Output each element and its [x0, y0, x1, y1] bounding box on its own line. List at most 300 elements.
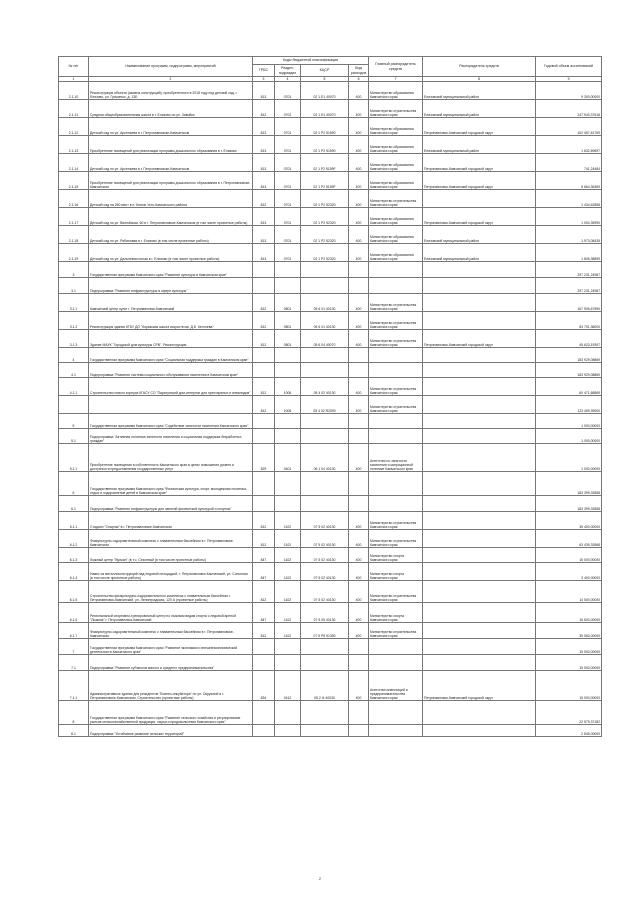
row-amount-cell: 297 231,24987 [536, 262, 602, 278]
row-rzpr-cell: 0701 [275, 226, 301, 244]
row-kcsr-cell: 02 1 P2 52320 [301, 226, 349, 244]
row-kcsr-cell: 02 1 P2 52320 [301, 244, 349, 262]
row-admin-cell: Министерство образования Камчатского края [369, 208, 423, 226]
row-amount-cell: 9 300,00000 [536, 82, 602, 100]
row-vr-cell: 400 [349, 396, 369, 414]
row-admin-cell: Министерство образования Камчатского края [369, 136, 423, 154]
row-rzpr-cell [275, 725, 301, 737]
row-num-cell: 2.1.13 [59, 136, 89, 154]
row-num-cell: 2.1.12 [59, 118, 89, 136]
row-num-cell: 3.1.3 [59, 330, 89, 348]
row-grbs-cell: 829 [253, 444, 275, 472]
row-name-cell: Государственная программа Камчатского края "Социальная поддержка граждан в Камчатском крае" [89, 348, 253, 363]
row-rzpr-cell: 0702 [275, 100, 301, 118]
row-name-cell: Приобретение помещений для реализации программ дошкольного образования в г. Петропавловске-Камчатском [89, 172, 253, 190]
row-amount-cell: 1 632,69697 [536, 136, 602, 154]
row-admin-cell: Министерство строительства Камчатского края [369, 378, 423, 396]
table-row [59, 312, 602, 330]
row-recipient-cell [423, 396, 536, 414]
table-row [59, 226, 602, 244]
table-body [59, 82, 602, 737]
row-grbs-cell: 812 [253, 312, 275, 330]
row-num-cell: 4.1.1 [59, 378, 89, 396]
row-kcsr-cell: 02 1 P2 5159F [301, 172, 349, 190]
row-recipient-cell [423, 278, 536, 294]
row-admin-cell: Министерство строительства Камчатского края [369, 190, 423, 208]
row-admin-cell: Агентство инвестиций и предпринимательства Камчатского края [369, 671, 423, 701]
row-num-cell: 8 [59, 701, 89, 725]
row-name-cell: Подпрограмма "Устойчивое развитие сельских территорий" [89, 725, 253, 737]
table-row [59, 82, 602, 100]
table-row [59, 330, 602, 348]
row-num-cell: 3 [59, 262, 89, 278]
table-row [59, 639, 602, 655]
row-vr-cell [349, 429, 369, 444]
col-number: 9 [536, 77, 602, 82]
row-grbs-cell: 812 [253, 330, 275, 348]
row-kcsr-cell: 05 6 04 40070 [301, 330, 349, 348]
row-vr-cell: 400 [349, 118, 369, 136]
row-recipient-cell [423, 312, 536, 330]
row-num-cell: 3.1.1 [59, 294, 89, 312]
row-name-cell: Государственная программа Камчатского края "Развитие сельского хозяйства и регулирование рынков сельскохозяйственной продукции, сырья и продовольствия Камчатского края" [89, 701, 253, 725]
table-row [59, 363, 602, 378]
row-rzpr-cell: 0801 [275, 294, 301, 312]
row-amount-cell: 741,24484 [536, 154, 602, 172]
table-row [59, 378, 602, 396]
row-admin-cell [369, 655, 423, 671]
row-grbs-cell: 812 [253, 581, 275, 603]
row-amount-cell: 15 000,00000 [536, 655, 602, 671]
row-num-cell: 2.1.18 [59, 226, 89, 244]
row-num-cell: 7 [59, 639, 89, 655]
row-num-cell: 6 [59, 472, 89, 496]
header-kcsr: КЦСР [301, 65, 349, 77]
row-amount-cell: 123 459,39000 [536, 396, 602, 414]
row-kcsr-cell: 07 5 02 40130 [301, 548, 349, 563]
row-grbs-cell: 812 [253, 190, 275, 208]
table-row [59, 530, 602, 548]
header-num: № п/п [59, 57, 89, 77]
row-grbs-cell: 812 [253, 294, 275, 312]
col-number: 4 [275, 77, 301, 82]
row-recipient-cell: Елизовский муниципальный район [423, 244, 536, 262]
row-grbs-cell [253, 262, 275, 278]
row-grbs-cell: 812 [253, 512, 275, 530]
row-amount-cell: 1 004,35990 [536, 208, 602, 226]
header-grbs: ГРБС [253, 65, 275, 77]
row-num-cell: 4.1 [59, 363, 89, 378]
row-name-cell: Физкультурно-оздоровительный комплекс с плавательным бассейном в г. Петропавловске-Камчатском [89, 623, 253, 639]
row-num-cell: 6.1 [59, 496, 89, 512]
row-recipient-cell [423, 603, 536, 623]
row-admin-cell [369, 639, 423, 655]
row-name-cell [89, 396, 253, 414]
row-amount-cell: 1 000,00000 [536, 429, 602, 444]
row-num-cell: 5 [59, 414, 89, 429]
row-rzpr-cell [275, 414, 301, 429]
row-vr-cell: 400 [349, 563, 369, 581]
row-rzpr-cell: 1102 [275, 603, 301, 623]
table-row [59, 725, 602, 737]
row-vr-cell: 400 [349, 154, 369, 172]
row-grbs-cell: 812 [253, 530, 275, 548]
row-amount-cell: 1 434,62898 [536, 190, 602, 208]
header-amount: Годовой объем ассигнований [536, 57, 602, 77]
row-amount-cell: 63 439,33968 [536, 530, 602, 548]
row-name-cell: Подпрограмма "Развитие системы социального обслуживания населения в Камчатском крае" [89, 363, 253, 378]
row-num-cell: 7.1.1 [59, 671, 89, 701]
row-rzpr-cell: 0412 [275, 671, 301, 701]
table-row [59, 278, 602, 294]
row-recipient-cell: Елизовский муниципальный район [423, 136, 536, 154]
table-row [59, 208, 602, 226]
row-rzpr-cell [275, 363, 301, 378]
row-admin-cell: Министерство строительства Камчатского края [369, 330, 423, 348]
row-kcsr-cell: 07 5 02 40130 [301, 530, 349, 548]
row-recipient-cell: Петропавловск-Камчатский городской округ [423, 118, 536, 136]
row-grbs-cell [253, 278, 275, 294]
table-row [59, 655, 602, 671]
page-number: 2 [318, 876, 322, 881]
row-vr-cell: 400 [349, 581, 369, 603]
row-name-cell: Подпрограмма "Активная политика занятости населения и социальная поддержка безработных граждан" [89, 429, 253, 444]
row-amount-cell: 183 399,33968 [536, 496, 602, 512]
table-row [59, 262, 602, 278]
row-num-cell: 5.1 [59, 429, 89, 444]
col-number: 1 [59, 77, 89, 82]
row-grbs-cell: 813 [253, 118, 275, 136]
table-row [59, 496, 602, 512]
row-kcsr-cell: 07 5 P5 51390 [301, 623, 349, 639]
row-recipient-cell [423, 190, 536, 208]
row-admin-cell: Министерство спорта Камчатского края [369, 548, 423, 563]
row-kcsr-cell: 02 1 E1 40070 [301, 100, 349, 118]
row-vr-cell: 400 [349, 671, 369, 701]
row-name-cell: Навес из металлоконструкций над ледовой площадкой, г. Петропавловск-Камчатский, ул. Сопочная (в том числе проектные работы) [89, 563, 253, 581]
row-name-cell: Строительство нового корпуса КГАСУ СО "Паратунский дом-интернат для престарелых и инвалидов" [89, 378, 253, 396]
header-recipient: Распорядитель средств [423, 57, 536, 77]
row-rzpr-cell [275, 496, 301, 512]
header-admin: Главный распорядитель средств [369, 57, 423, 77]
row-admin-cell [369, 725, 423, 737]
row-admin-cell: Министерство строительства Камчатского края [369, 623, 423, 639]
row-recipient-cell [423, 429, 536, 444]
row-grbs-cell [253, 429, 275, 444]
row-admin-cell: Агентство по занятости населения и миграционной политике Камчатского края [369, 444, 423, 472]
row-name-cell: Государственная программа Камчатского края "Развитие экономики и внешнеэкономической деятельности Камчатского края" [89, 639, 253, 655]
row-kcsr-cell: 02 1 E1 40070 [301, 82, 349, 100]
table-row [59, 701, 602, 725]
row-grbs-cell: 813 [253, 82, 275, 100]
row-grbs-cell [253, 655, 275, 671]
row-kcsr-cell [301, 414, 349, 429]
row-kcsr-cell [301, 639, 349, 655]
appropriations-table [58, 56, 602, 737]
col-number: 5 [301, 77, 349, 82]
row-recipient-cell: Петропавловск-Камчатский городской округ [423, 330, 536, 348]
table-row [59, 671, 602, 701]
col-number: 3 [253, 77, 275, 82]
row-num-cell: 8.1 [59, 725, 89, 737]
table-row [59, 414, 602, 429]
row-rzpr-cell: 1102 [275, 548, 301, 563]
row-rzpr-cell: 0401 [275, 444, 301, 472]
table-row [59, 623, 602, 639]
row-grbs-cell: 812 [253, 378, 275, 396]
col-number: 7 [369, 77, 423, 82]
table-row [59, 348, 602, 363]
row-admin-cell: Министерство спорта Камчатского края [369, 603, 423, 623]
row-rzpr-cell [275, 472, 301, 496]
table-row [59, 154, 602, 172]
row-amount-cell: 297 231,24987 [536, 278, 602, 294]
row-grbs-cell [253, 472, 275, 496]
row-recipient-cell [423, 623, 536, 639]
row-admin-cell [369, 348, 423, 363]
row-amount-cell: 35 400,00000 [536, 512, 602, 530]
row-kcsr-cell: 07 5 02 40130 [301, 563, 349, 581]
row-rzpr-cell: 0801 [275, 330, 301, 348]
table-row [59, 603, 602, 623]
row-admin-cell: Министерство спорта Камчатского края [369, 563, 423, 581]
row-rzpr-cell [275, 262, 301, 278]
row-amount-cell: 167 906,67590 [536, 294, 602, 312]
table-row [59, 136, 602, 154]
row-num-cell: 4 [59, 348, 89, 363]
row-amount-cell: 2 845,00000 [536, 725, 602, 737]
row-grbs-cell: 847 [253, 548, 275, 563]
row-name-cell: Подпрограмма "Развитие инфраструктуры для занятий физической культурой и спортом" [89, 496, 253, 512]
row-name-cell: Региональный спортивно-тренировочный центр по лыжным видам спорта с ледовой ареной "Лыжник" г. Петропавловск-Камчатский [89, 603, 253, 623]
row-vr-cell: 400 [349, 603, 369, 623]
table-row [59, 118, 602, 136]
row-rzpr-cell: 1102 [275, 581, 301, 603]
table-row [59, 512, 602, 530]
row-vr-cell: 400 [349, 100, 369, 118]
row-grbs-cell [253, 725, 275, 737]
row-vr-cell: 400 [349, 226, 369, 244]
row-vr-cell: 400 [349, 294, 369, 312]
row-recipient-cell [423, 563, 536, 581]
row-vr-cell [349, 496, 369, 512]
row-admin-cell [369, 363, 423, 378]
row-rzpr-cell: 1102 [275, 623, 301, 639]
row-kcsr-cell [301, 429, 349, 444]
row-recipient-cell [423, 444, 536, 472]
row-recipient-cell: Петропавловск-Камчатский городской округ [423, 172, 536, 190]
table-row [59, 444, 602, 472]
row-rzpr-cell: 1102 [275, 530, 301, 548]
row-amount-cell: 247 943,37618 [536, 100, 602, 118]
row-admin-cell [369, 496, 423, 512]
row-num-cell: 6.1.3 [59, 548, 89, 563]
row-rzpr-cell: 0701 [275, 82, 301, 100]
table-row [59, 581, 602, 603]
row-admin-cell [369, 278, 423, 294]
row-vr-cell: 400 [349, 208, 369, 226]
row-recipient-cell [423, 378, 536, 396]
row-rzpr-cell [275, 655, 301, 671]
row-rzpr-cell [275, 429, 301, 444]
row-amount-cell: 1 973,08435 [536, 226, 602, 244]
row-admin-cell: Министерство строительства Камчатского края [369, 396, 423, 414]
table-row [59, 244, 602, 262]
row-vr-cell: 400 [349, 623, 369, 639]
row-vr-cell [349, 655, 369, 671]
row-kcsr-cell: 05 6 01 40130 [301, 312, 349, 330]
row-rzpr-cell: 0701 [275, 208, 301, 226]
row-vr-cell: 400 [349, 82, 369, 100]
row-grbs-cell [253, 701, 275, 725]
col-number: 8 [423, 77, 536, 82]
row-rzpr-cell [275, 278, 301, 294]
row-name-cell: Детский сад по ул. Дальневосточная в г. Елизово (в том числе проектные работы) [89, 244, 253, 262]
row-grbs-cell: 813 [253, 208, 275, 226]
row-vr-cell: 400 [349, 530, 369, 548]
table-row [59, 172, 602, 190]
row-kcsr-cell: 06 1 04 40130 [301, 444, 349, 472]
row-kcsr-cell: 08 2 I4 40030 [301, 671, 349, 701]
row-rzpr-cell: 0701 [275, 118, 301, 136]
row-num-cell: 6.1.4 [59, 563, 89, 581]
table-row [59, 190, 602, 208]
row-grbs-cell: 812 [253, 623, 275, 639]
row-vr-cell: 400 [349, 548, 369, 563]
table-row [59, 294, 602, 312]
row-admin-cell: Министерство образования Камчатского края [369, 172, 423, 190]
row-name-cell: Государственная программа Камчатского края "Развитие культуры в Камчатском крае" [89, 262, 253, 278]
row-rzpr-cell: 0701 [275, 244, 301, 262]
row-num-cell: 2.1.16 [59, 190, 89, 208]
row-recipient-cell [423, 655, 536, 671]
row-recipient-cell [423, 701, 536, 725]
row-amount-cell: 183 929,08869 [536, 348, 602, 363]
row-grbs-cell: 813 [253, 172, 275, 190]
row-rzpr-cell: 0701 [275, 172, 301, 190]
row-num-cell: 7.1 [59, 655, 89, 671]
row-amount-cell: 1 806,38899 [536, 244, 602, 262]
row-admin-cell [369, 701, 423, 725]
row-kcsr-cell: 02 1 P2 5159F [301, 154, 349, 172]
row-rzpr-cell: 0801 [275, 312, 301, 330]
row-kcsr-cell [301, 725, 349, 737]
row-name-cell: Детский сад на 260 мест в п. Ключи Усть-Камчатского района [89, 190, 253, 208]
row-num-cell [59, 396, 89, 414]
row-num-cell: 2.1.19 [59, 244, 89, 262]
header-rzpr: Раздел, подраздел [275, 65, 301, 77]
col-number: 2 [89, 77, 253, 82]
row-amount-cell: 183 399,33968 [536, 472, 602, 496]
row-grbs-cell: 834 [253, 671, 275, 701]
row-grbs-cell: 813 [253, 136, 275, 154]
row-rzpr-cell [275, 348, 301, 363]
table-row [59, 563, 602, 581]
row-rzpr-cell: 0701 [275, 136, 301, 154]
row-grbs-cell [253, 348, 275, 363]
row-amount-cell: 183 929,08869 [536, 363, 602, 378]
row-name-cell: Подпрограмма "Развитие субъектов малого и среднего предпринимательства" [89, 655, 253, 671]
row-admin-cell [369, 262, 423, 278]
row-recipient-cell [423, 496, 536, 512]
row-kcsr-cell: 02 1 P2 51590 [301, 118, 349, 136]
row-rzpr-cell [275, 701, 301, 725]
row-recipient-cell [423, 548, 536, 563]
row-recipient-cell [423, 262, 536, 278]
row-vr-cell: 400 [349, 136, 369, 154]
row-num-cell: 2.1.14 [59, 154, 89, 172]
row-kcsr-cell [301, 496, 349, 512]
row-grbs-cell: 813 [253, 226, 275, 244]
row-name-cell: Приобретение помещения в собственность Камчатского края в целях повышения уровня и доступности предоставления государственных услуг [89, 444, 253, 472]
row-amount-cell: 3 400,00000 [536, 563, 602, 581]
row-admin-cell [369, 414, 423, 429]
row-name-cell: Лыжный центр "Вулкан" (в т.ч. Сезонный (в том числе проектные работы) [89, 548, 253, 563]
row-amount-cell: 14 500,00000 [536, 581, 602, 603]
row-kcsr-cell [301, 348, 349, 363]
row-admin-cell [369, 429, 423, 444]
row-recipient-cell [423, 348, 536, 363]
row-amount-cell: 45 623,19397 [536, 330, 602, 348]
row-vr-cell [349, 262, 369, 278]
row-amount-cell: 60 471,68869 [536, 378, 602, 396]
row-recipient-cell [423, 639, 536, 655]
row-amount-cell: 1 000,00000 [536, 414, 602, 429]
row-kcsr-cell: 07 5 05 40130 [301, 603, 349, 623]
row-kcsr-cell: 02 1 P2 51590 [301, 136, 349, 154]
col-number: 6 [349, 77, 369, 82]
row-admin-cell: Министерство строительства Камчатского края [369, 312, 423, 330]
row-recipient-cell [423, 414, 536, 429]
row-amount-cell: 5 664,36369 [536, 172, 602, 190]
row-vr-cell: 400 [349, 330, 369, 348]
row-amount-cell: 16 600,00000 [536, 603, 602, 623]
row-rzpr-cell [275, 639, 301, 655]
row-recipient-cell [423, 530, 536, 548]
row-admin-cell: Министерство строительства Камчатского края [369, 100, 423, 118]
row-amount-cell: 15 000,00000 [536, 639, 602, 655]
table-row [59, 396, 602, 414]
row-name-cell: Камчатский центр культ г. Петропавловск-Камчатский [89, 294, 253, 312]
row-num-cell: 6.1.2 [59, 530, 89, 548]
row-rzpr-cell: 1006 [275, 396, 301, 414]
row-amount-cell: 35 060,00000 [536, 623, 602, 639]
row-num-cell: 6.1.6 [59, 603, 89, 623]
row-name-cell: Детский сад по ул. Рябиновая в г. Елизово (в том числе проектные работы) [89, 226, 253, 244]
row-rzpr-cell: 1006 [275, 378, 301, 396]
row-vr-cell [349, 348, 369, 363]
row-amount-cell: 15 000,00000 [536, 671, 602, 701]
row-kcsr-cell: 02 1 P2 52320 [301, 190, 349, 208]
row-num-cell: 2.1.15 [59, 172, 89, 190]
row-vr-cell: 400 [349, 244, 369, 262]
row-recipient-cell: Елизовский муниципальный район [423, 226, 536, 244]
row-name-cell: Здание МАУК "Городской дом культуры СРВ". Реконструкция [89, 330, 253, 348]
row-kcsr-cell: 05 4 02 R2090 [301, 396, 349, 414]
row-kcsr-cell [301, 655, 349, 671]
row-admin-cell: Министерство строительства Камчатского края [369, 581, 423, 603]
row-name-cell: Государственная программа Камчатского края "Содействие занятости населения Камчатского края" [89, 414, 253, 429]
row-name-cell: Детский сад по ул. Арсеньева в г. Петропавловске-Камчатском [89, 118, 253, 136]
row-admin-cell: Министерство образования Камчатского края [369, 82, 423, 100]
row-name-cell: Реконструкция здания КГБУ ДО "Корякская школа искусств им. Д.Б. Кеглоева" [89, 312, 253, 330]
row-name-cell: Подпрограмма "Развитие инфраструктуры в сфере культуры" [89, 278, 253, 294]
row-recipient-cell: Елизовский муниципальный район [423, 82, 536, 100]
row-admin-cell: Министерство строительства Камчатского края [369, 512, 423, 530]
row-vr-cell [349, 414, 369, 429]
row-name-cell: Физкультурно-оздоровительный комплекс с плавательным бассейном в г. Петропавловске-Камчатском [89, 530, 253, 548]
row-num-cell: 5.1.1 [59, 444, 89, 472]
